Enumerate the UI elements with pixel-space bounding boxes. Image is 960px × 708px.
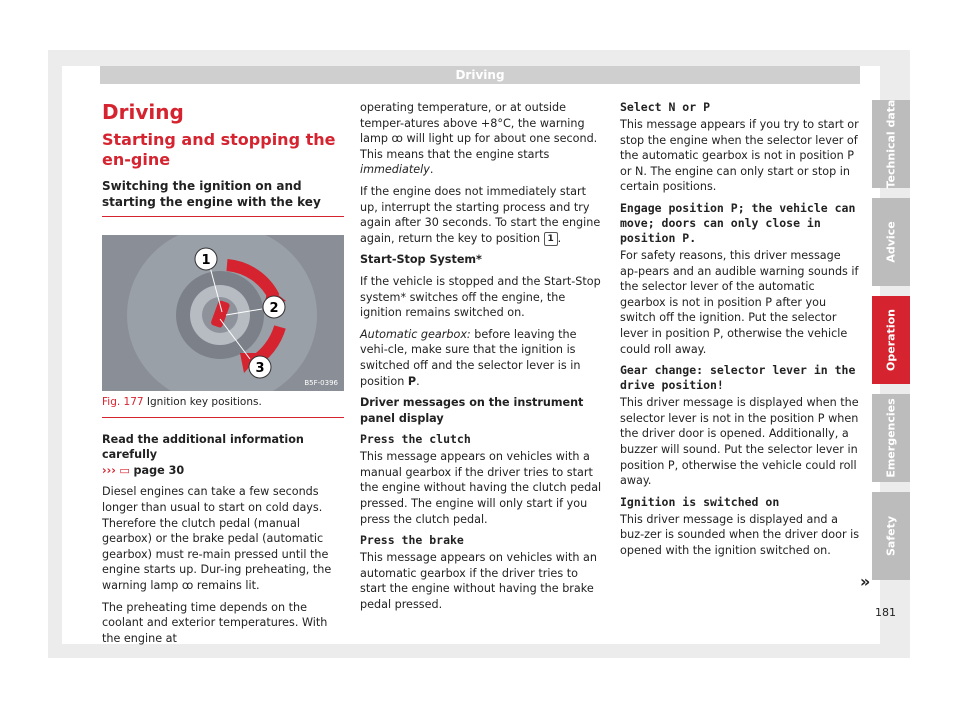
column-1 [102, 100, 344, 652]
figure-label-2: 2 [269, 301, 279, 316]
driver-messages-title: Driver messages on the instrument panel display [360, 396, 584, 425]
message-title: Press the brake [360, 533, 464, 548]
paragraph-text: remains lit. [196, 578, 260, 592]
message-title: Engage position P; the vehicle can move; doors can only close in position P. [620, 200, 856, 245]
page-number: 181 [875, 606, 896, 619]
glow-plug-icon: ꝏ [181, 578, 194, 592]
running-header: Driving [100, 66, 860, 84]
figure-number: Fig. 177 [102, 396, 144, 408]
paragraph: The preheating time depends on the coolant and exterior temperatures. With the engine at [102, 600, 328, 645]
read-more-page-link[interactable]: page 30 [133, 463, 185, 477]
start-stop-title: Start-Stop System* [360, 253, 482, 267]
message-title: Ignition is switched on [620, 494, 780, 509]
tab-label: Safety [884, 515, 898, 557]
column-2 [360, 100, 604, 619]
paragraph: This message appears if you try to start or stop the engine when the selector lever of the automatic gearbox is not in position P or N. The engine can only start or stop in certain positions. [620, 118, 859, 194]
paragraph: If the vehicle is stopped and the Start-Stop system* switches off the engine, the ignition remains switched on. [360, 274, 601, 320]
paragraph-text: before leaving the vehi-cle, make sure that the ignition is switched off and the selector lever is in position [360, 327, 581, 388]
tab-label: Technical data [884, 99, 898, 189]
position-letter: P [407, 374, 417, 388]
tab-advice[interactable] [872, 198, 910, 286]
paragraph [102, 484, 344, 593]
paragraph: This driver message is displayed and a buz-zer is sounded when the driver door is opened with the ignition switched on. [620, 512, 860, 557]
paragraph: operating temperature, or at outside temper-atures above +8°C, the warning lamp ꝏ will light up for about one second. This means that the engine starts immediately. [360, 101, 598, 177]
message-title: Press the clutch [360, 432, 471, 447]
column-3 [620, 100, 860, 564]
message-title: Select N or P [620, 100, 711, 114]
tab-operation[interactable] [872, 296, 910, 384]
paragraph-text: operating temperature, or at outside temper-atures above +8°C, the warning lamp [360, 101, 585, 146]
read-more-note [102, 432, 344, 479]
ref-arrows-icon: ››› [102, 463, 116, 477]
glow-plug-icon: ꝏ [391, 132, 403, 146]
chapter-title: Driving [102, 100, 184, 124]
figure-caption [102, 395, 344, 418]
paragraph: This driver message is displayed when the selector lever is not in the position P when the driver door is opened. Additionally, a buzzer will sound. Put the selector lever in position P, otherwise the vehicle could roll away. [620, 396, 859, 488]
tab-technical-data[interactable] [872, 100, 910, 188]
paragraph: Automatic gearbox: before leaving the vehi-cle, make sure that the ignition is switched off and the selector lever is in position P. [360, 327, 581, 388]
figure-label-1: 1 [201, 253, 211, 268]
tab-label: Emergencies [884, 398, 898, 478]
figure-label-3: 3 [255, 361, 265, 376]
paragraph-text: If the engine does not immediately start up, interrupt the starting process and try again after 30 seconds. To start the engine again, return the key to position [360, 184, 601, 245]
tab-label: Advice [884, 221, 898, 263]
subsection-title: Switching the ignition on and starting the engine with the key [102, 178, 344, 217]
position-badge: 1 [544, 232, 558, 246]
ignition-key-illustration [102, 235, 344, 391]
ignition-figure [102, 235, 344, 391]
section-title: Starting and stopping the en-gine [102, 130, 336, 169]
paragraph: If the engine does not immediately start up, interrupt the starting process and try again after 30 seconds. To start the engine again, return the key to position 1 . [360, 184, 601, 245]
paragraph: This message appears on vehicles with a manual gearbox if the driver tries to start the engine without having the clutch pedal pressed. The engine will only start if you press the clutch pedal. [360, 450, 602, 526]
figure-caption-text: Ignition key positions. [146, 396, 262, 408]
paragraph: This message appears on vehicles with an automatic gearbox if the driver tries to start the engine without having the brake pedal pressed. [360, 551, 597, 612]
emphasis-text: immediately [360, 163, 430, 177]
tab-safety[interactable] [872, 492, 910, 580]
paragraph-text: Diesel engines can take a few seconds longer than usual to start on cold days. Therefore the clutch pedal (manual gearbox) or the brake pedal (automatic gearbox) must re-main pressed until the engine starts up. Dur-ing preheating, the warning lamp [102, 485, 332, 592]
read-more-text: Read the additional information carefully [102, 432, 304, 462]
book-icon: ▭ [119, 463, 130, 477]
paragraph-text: will light up for about one second. This means that the engine starts [360, 132, 598, 161]
paragraph: For safety reasons, this driver message ap-pears and an audible warning sounds if the selector lever of the automatic gearbox is not in position P after you switch off the ignition. Put the selector lever in position P, otherwise the vehicle could roll away. [620, 248, 859, 356]
tab-label: Operation [884, 309, 898, 371]
tab-emergencies[interactable] [872, 394, 910, 482]
figure-code: B5F-0396 [304, 379, 338, 387]
emphasis-label: Automatic gearbox: [360, 327, 471, 341]
continue-arrow-icon: » [860, 572, 871, 591]
message-title: Gear change: selector lever in the drive position! [620, 363, 856, 393]
